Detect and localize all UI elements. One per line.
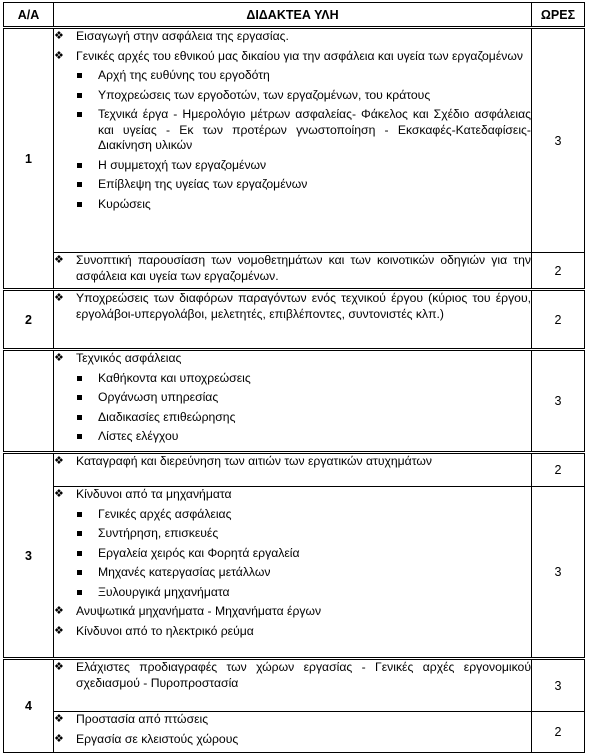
hours-cell: 3	[532, 487, 585, 659]
header-aa: Α/Α	[4, 3, 54, 28]
item-text: Μηχανές κατεργασίας μετάλλων	[98, 565, 271, 579]
subtopic-item	[54, 546, 531, 562]
topic-item	[54, 660, 531, 691]
topic-item	[54, 712, 531, 728]
square-bullet-icon	[76, 585, 98, 601]
content-cell	[54, 453, 532, 487]
diamond-bullet-icon: ❖	[54, 254, 64, 266]
table-row	[4, 28, 585, 253]
topic-item	[54, 604, 531, 620]
item-text: Γενικές αρχές του εθνικού μας δικαίου για την ασφάλεια και υγεία των εργαζομένων	[76, 48, 523, 63]
diamond-bullet-icon: ❖	[54, 661, 64, 673]
item-text: Ξυλουργικά μηχανήματα	[98, 584, 230, 599]
subtopic-item	[54, 88, 531, 104]
section-number	[4, 350, 54, 453]
square-bullet-icon	[76, 410, 98, 426]
square-bullet-icon	[76, 429, 98, 445]
item-text: Ελάχιστες προδιαγραφές των χώρων εργασίας - Γενικές αρχές εργονομικού σχεδιασμού - Πυροπροστασία	[76, 660, 531, 690]
item-text: Η συμμετοχή των εργαζομένων	[98, 157, 267, 172]
square-bullet-icon	[76, 565, 98, 581]
table-row	[4, 487, 585, 659]
square-bullet-icon	[76, 177, 98, 193]
item-text: Τεχνικά έργα - Ημερολόγιο μέτρων ασφαλείας- Φάκελος και Σχέδιο ασφάλειας και υγείας - Εκ των προτέρων γνωστοποίηση - Εκσκαφές-Κατεδαφίσεις- Διακίνηση υλικών	[98, 107, 531, 152]
table-row	[4, 350, 585, 453]
subtopic-item	[54, 177, 531, 193]
header-row	[4, 3, 585, 28]
item-text: Καθήκοντα και υποχρεώσεις	[98, 370, 251, 385]
item-text: Κυρώσεις	[98, 196, 151, 211]
table-row	[4, 659, 585, 712]
table-row	[4, 453, 585, 487]
item-text: Τεχνικός ασφάλειας	[76, 351, 182, 365]
diamond-bullet-icon: ❖	[54, 49, 64, 62]
item-text: Ανυψωτικά μηχανήματα - Μηχανήματα έργων	[76, 604, 322, 618]
table-row	[4, 290, 585, 350]
subtopic-item	[54, 585, 531, 601]
content-cell	[54, 712, 532, 753]
hours-cell: 2	[532, 453, 585, 487]
diamond-bullet-icon: ❖	[54, 30, 64, 42]
hours-cell: 2	[532, 712, 585, 753]
curriculum-table	[3, 2, 585, 753]
section-number: 4	[4, 659, 54, 753]
diamond-bullet-icon: ❖	[54, 292, 64, 304]
diamond-bullet-icon: ❖	[54, 713, 64, 725]
item-text: Συντήρηση, επισκευές	[98, 526, 219, 540]
hours-cell: 2	[532, 253, 585, 290]
table-row	[4, 712, 585, 753]
item-text: Κίνδυνοι από τα μηχανήματα	[76, 487, 232, 501]
content-cell	[54, 659, 532, 712]
section-number: 1	[4, 28, 54, 290]
square-bullet-icon	[76, 68, 98, 84]
item-text: Επίβλεψη της υγείας των εργαζομένων	[98, 177, 308, 191]
topic-item	[54, 454, 531, 470]
content-cell	[54, 350, 532, 453]
subtopic-item	[54, 410, 531, 426]
subtopic-item	[54, 507, 531, 523]
content-cell	[54, 487, 532, 659]
subtopic-item	[54, 390, 531, 406]
topic-item	[54, 291, 531, 322]
hours-cell: 2	[532, 290, 585, 350]
diamond-bullet-icon: ❖	[54, 732, 64, 745]
subtopic-item	[54, 197, 531, 213]
square-bullet-icon	[76, 371, 98, 387]
hours-cell: 3	[532, 350, 585, 453]
item-text: Κίνδυνοι από το ηλεκτρικό ρεύμα	[76, 623, 254, 638]
topic-item	[54, 29, 531, 45]
item-text: Προστασία από πτώσεις	[76, 712, 209, 726]
diamond-bullet-icon: ❖	[54, 352, 64, 364]
square-bullet-icon	[76, 88, 98, 104]
subtopic-item	[54, 158, 531, 174]
item-text: Διαδικασίες επιθεώρησης	[98, 409, 236, 424]
topic-item	[54, 253, 531, 284]
item-text: Συνοπτική παρουσίαση των νομοθετημάτων και των κοινοτικών οδηγιών για την ασφάλεια και υγεία των εργαζομένων.	[76, 253, 531, 283]
diamond-bullet-icon: ❖	[54, 624, 64, 637]
item-text: Λίστες ελέγχου	[98, 429, 179, 443]
section-number: 3	[4, 453, 54, 659]
topic-item	[54, 49, 531, 65]
hours-cell: 3	[532, 659, 585, 712]
content-cell	[54, 28, 532, 253]
item-text: Οργάνωση υπηρεσίας	[98, 390, 219, 404]
diamond-bullet-icon: ❖	[54, 605, 64, 617]
subtopic-item	[54, 371, 531, 387]
item-text: Εργαλεία χειρός και Φορητά εργαλεία	[98, 545, 300, 560]
item-text: Γενικές αρχές ασφάλειας	[98, 506, 232, 521]
item-text: Εργασία σε κλειστούς χώρους	[76, 731, 239, 746]
hours-cell: 3	[532, 28, 585, 253]
header-hours: ΩΡΕΣ	[532, 3, 585, 28]
square-bullet-icon	[76, 507, 98, 523]
diamond-bullet-icon: ❖	[54, 488, 64, 500]
square-bullet-icon	[76, 390, 98, 406]
square-bullet-icon	[76, 526, 98, 542]
subtopic-item	[54, 526, 531, 542]
content-cell	[54, 253, 532, 290]
section-number: 2	[4, 290, 54, 350]
table-body	[4, 28, 585, 753]
subtopic-item	[54, 107, 531, 154]
square-bullet-icon	[76, 158, 98, 174]
item-text: Αρχή της ευθύνης του εργοδότη	[98, 68, 270, 82]
square-bullet-icon	[76, 197, 98, 213]
square-bullet-icon	[76, 546, 98, 562]
header-content: ΔΙΔΑΚΤΕΑ ΥΛΗ	[54, 3, 532, 28]
topic-item	[54, 732, 531, 748]
subtopic-item	[54, 68, 531, 84]
subtopic-item	[54, 565, 531, 581]
subtopic-item	[54, 429, 531, 445]
topic-item	[54, 351, 531, 367]
topic-item	[54, 487, 531, 503]
square-bullet-icon	[76, 107, 98, 154]
item-text: Εισαγωγή στην ασφάλεια της εργασίας.	[76, 29, 289, 43]
item-text: Καταγραφή και διερεύνηση των αιτιών των εργατικών ατυχημάτων	[76, 454, 432, 468]
item-text: Υποχρεώσεις των διαφόρων παραγόντων ενός τεχνικού έργου (κύριος του έργου, εργολάβοι-υπεργολάβοι, μελετητές, επιβλέποντες, συντονιστές κλπ.)	[76, 291, 531, 321]
item-text: Υποχρεώσεις των εργοδοτών, των εργαζομένων, του κράτους	[98, 87, 431, 102]
content-cell	[54, 290, 532, 350]
topic-item	[54, 624, 531, 640]
table-row	[4, 253, 585, 290]
diamond-bullet-icon: ❖	[54, 455, 64, 467]
